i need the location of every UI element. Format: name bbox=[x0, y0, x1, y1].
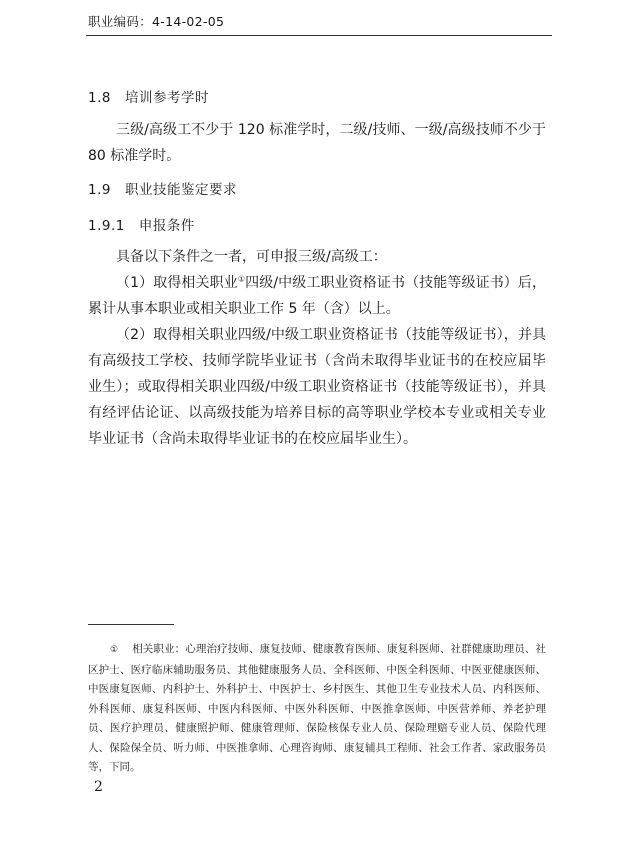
section-number: 1.9.1 bbox=[88, 218, 125, 234]
conditions-intro: 具备以下条件之一者，可申报三级/高级工： bbox=[116, 249, 387, 265]
section-title: 申报条件 bbox=[138, 218, 195, 234]
footnote-marker: ① bbox=[110, 645, 119, 655]
section-title: 职业技能鉴定要求 bbox=[124, 182, 237, 198]
section-title: 培训参考学时 bbox=[124, 90, 209, 106]
section-heading-1-8 bbox=[88, 86, 209, 106]
occupation-code: 职业编码：4-14-02-05 bbox=[88, 14, 225, 29]
condition-1-rest: 四级/中级工职业资格证书（技能等级证书）后，累计从事本职业或相关职业工作 5 年（含）以上。 bbox=[88, 275, 546, 317]
page-number: 2 bbox=[94, 779, 103, 795]
section-number: 1.9 bbox=[88, 182, 111, 198]
footnote-reference: ① bbox=[237, 274, 246, 284]
header-divider bbox=[86, 35, 552, 36]
condition-1 bbox=[88, 270, 546, 322]
condition-2: （2）取得相关职业四级/中级工职业资格证书（技能等级证书），并具有高级技工学校、技师学院毕业证书（含尚未取得毕业证书的在校应届毕业生）；或取得相关职业四级/中级工职业资格证书（技能等级证书），并具有经评估论证、以高级技能为培养目标的高等职业学校本专业或相关专业毕业证书（含尚未取得毕业证书的在校应届毕业生）。 bbox=[88, 327, 546, 447]
training-hours-paragraph: 三级/高级工不少于 120 标准学时，二级/技师、一级/高级技师不少于 80 标准学时。 bbox=[88, 122, 546, 164]
footnote-text: 相关职业：心理治疗技师、康复技师、健康教育医师、康复科医师、社群健康助理员、社区护士、医疗临床辅助服务员、其他健康服务人员、全科医师、中医全科医师、中医亚健康医师、中医康复医师、内科护士、外科护士、中医护士、乡村医生、其他卫生专业技术人员、内科医师、外科医师、康复科医师、中医内科医师、中医外科医师、中医推拿医师、中医营养师、养老护理员、医疗护理员、健康照护师、健康管理师、保险核保专业人员、保险理赔专业人员、保险代理人、保险保全员、听力师、中医推拿师、心理咨询师、康复辅具工程师、社会工作者、家政服务员等，下同。 bbox=[88, 643, 546, 773]
section-number: 1.8 bbox=[88, 90, 111, 106]
footnote bbox=[88, 640, 546, 778]
condition-1-lead: （1）取得相关职业 bbox=[116, 275, 238, 291]
section-heading-1-9 bbox=[88, 178, 237, 198]
section-heading-1-9-1 bbox=[88, 214, 195, 234]
footnote-divider bbox=[88, 624, 174, 625]
